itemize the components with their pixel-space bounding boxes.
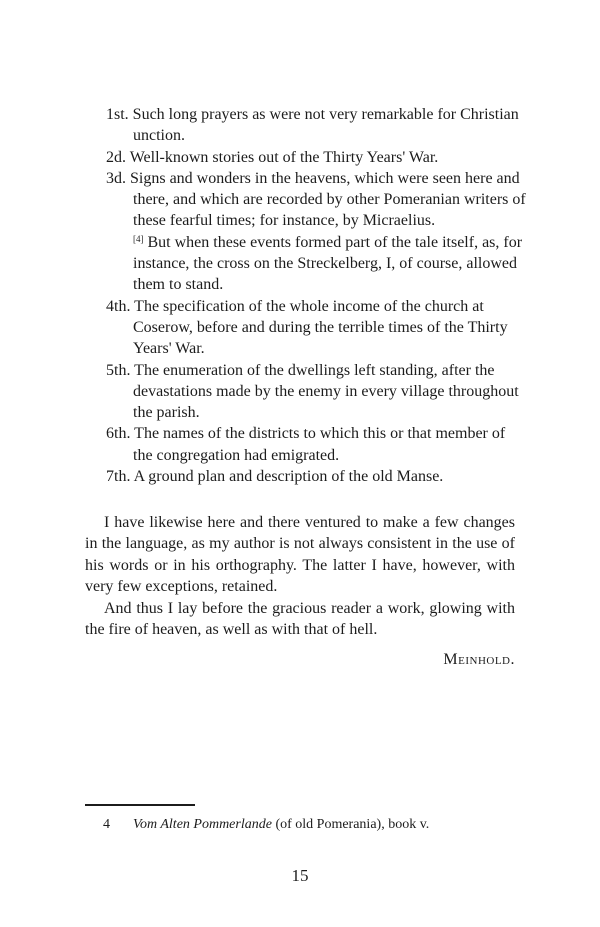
author-signature: Meinhold. — [443, 651, 515, 668]
list-item-text: The specification of the whole income of the church at Coserow, before and during the terrible times of the Thirty Years' War. — [133, 297, 508, 358]
list-item — [106, 360, 526, 424]
footnote-number: 4 — [103, 817, 110, 832]
list-item — [106, 104, 526, 147]
list-item-label: 4th. — [106, 297, 131, 315]
body-paragraph: And thus I lay before the gracious reader a work, glowing with the fire of heaven, as well as with that of hell. — [85, 600, 515, 639]
list-item-text: Such long prayers as were not very remarkable for Christian unction. — [132, 106, 519, 145]
list-item — [106, 168, 526, 296]
list-item — [106, 147, 526, 168]
list-item-label: 2d. — [106, 148, 126, 166]
list-item-text: The names of the districts to which this or that member of the congregation had emigrated. — [133, 425, 506, 464]
list-item-text: The enumeration of the dwellings left standing, after the devastations made by the enemy in every village throughout the parish. — [133, 361, 519, 422]
footnote-text: (of old Pomerania), book v. — [271, 817, 430, 832]
footnote-reference[interactable]: [4] — [133, 233, 144, 244]
list-item-label: 1st. — [106, 106, 129, 123]
list-item-label: 7th. — [106, 468, 131, 486]
body-paragraph: I have likewise here and there ventured to make a few changes in the language, as my author is not always consistent in the use of his words or in his orthography. The latter I have, however, with very few exceptions, retained. — [85, 514, 515, 595]
page-number: 15 — [291, 866, 309, 885]
list-item — [106, 296, 526, 360]
footnote-title: Vom Alten Pommerlande — [133, 817, 272, 832]
list-item-text: A ground plan and description of the old Manse. — [133, 468, 444, 486]
footnote — [103, 815, 429, 835]
omissions-list — [106, 104, 526, 487]
list-item — [106, 423, 526, 466]
list-item-text: Well-known stories out of the Thirty Years' War. — [129, 148, 439, 166]
list-item-text: Signs and wonders in the heavens, which were seen here and there, and which are recorded by other Pomeranian writers of these fearful times; for instance, by Micraelius. — [130, 169, 526, 230]
list-item-label: 5th. — [106, 361, 131, 379]
list-item-label: 3d. — [106, 169, 126, 187]
list-item — [106, 466, 526, 487]
footnote-divider — [85, 804, 195, 806]
list-item-text-continued: But when these events formed part of the tale itself, as, for instance, the cross on the Streckelberg, I, of course, allowed them to stand. — [133, 233, 523, 294]
list-item-label: 6th. — [106, 425, 131, 443]
